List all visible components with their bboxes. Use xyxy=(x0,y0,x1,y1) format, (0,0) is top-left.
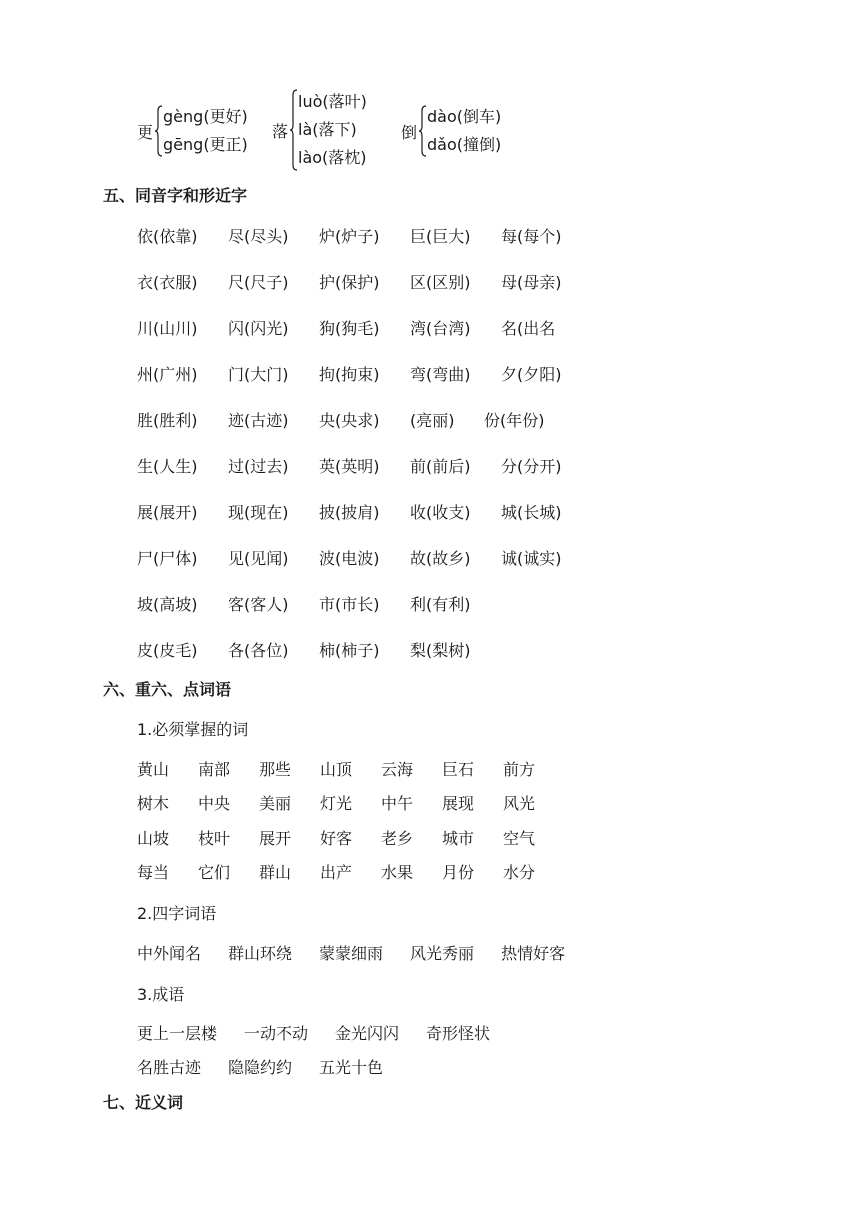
vocab-word: 中午 xyxy=(381,794,414,813)
polyphone-reading: dǎo(撞倒) xyxy=(427,135,502,154)
section-5-row xyxy=(137,316,592,339)
word-pair: 每(每个) xyxy=(501,227,562,246)
word-pair: 州(广州) xyxy=(137,365,198,384)
vocab-word: 水果 xyxy=(381,863,414,882)
four-char-row xyxy=(137,941,592,964)
vocab-word: 城市 xyxy=(442,829,475,848)
word-pair: 现(现在) xyxy=(228,503,289,522)
idiom: 五光十色 xyxy=(319,1058,384,1077)
word-pair: 故(故乡) xyxy=(410,549,471,568)
word-pair: 份(年份) xyxy=(484,411,545,430)
polyphone-geng xyxy=(137,103,248,159)
four-char-word: 中外闻名 xyxy=(137,944,202,963)
polyphone-reading: gēng(更正) xyxy=(163,135,248,154)
brace-icon xyxy=(290,89,298,171)
word-pair: 过(过去) xyxy=(228,457,289,476)
vocab-word: 展现 xyxy=(442,794,475,813)
vocab-word: 山顶 xyxy=(320,760,353,779)
word-pair: 川(山川) xyxy=(137,319,198,338)
vocab-word: 水分 xyxy=(503,863,536,882)
vocab-word: 好客 xyxy=(320,829,353,848)
word-pair: 狗(狗毛) xyxy=(319,319,380,338)
vocab-word: 树木 xyxy=(137,794,170,813)
idiom-row xyxy=(137,1055,410,1078)
word-pair: 利(有利) xyxy=(410,595,471,614)
vocab-row xyxy=(137,791,564,814)
section-5-row xyxy=(137,546,592,569)
idiom: 一动不动 xyxy=(244,1024,309,1043)
section-5-row xyxy=(137,592,501,615)
vocab-word: 月份 xyxy=(442,863,475,882)
word-pair: 波(电波) xyxy=(319,549,380,568)
word-pair: 名(出名 xyxy=(501,319,556,338)
four-char-word: 群山环绕 xyxy=(228,944,293,963)
vocab-word: 空气 xyxy=(503,829,536,848)
polyphone-reading: luò(落叶) xyxy=(298,92,367,111)
word-pair: (亮丽) xyxy=(410,411,455,430)
word-pair: 巨(巨大) xyxy=(410,227,471,246)
polyphone-reading: dào(倒车) xyxy=(427,107,502,126)
vocab-word: 老乡 xyxy=(381,829,414,848)
vocab-word: 枝叶 xyxy=(198,829,231,848)
idiom: 隐隐约约 xyxy=(228,1058,293,1077)
vocab-row xyxy=(137,757,564,780)
word-pair: 迹(古迹) xyxy=(228,411,289,430)
section-6-heading: 六、重六、点词语 xyxy=(103,680,232,699)
section-5-row xyxy=(137,270,592,293)
vocab-word: 出产 xyxy=(320,863,353,882)
word-pair: 收(收支) xyxy=(410,503,471,522)
idiom: 更上一层楼 xyxy=(137,1024,218,1043)
word-pair: 闪(闪光) xyxy=(228,319,289,338)
vocab-word: 山坡 xyxy=(137,829,170,848)
word-pair: 尽(尽头) xyxy=(228,227,289,246)
word-pair: 门(大门) xyxy=(228,365,289,384)
section-5-row xyxy=(137,454,592,477)
word-pair: 拘(拘束) xyxy=(319,365,380,384)
vocab-row xyxy=(137,826,564,849)
polyphone-char: 倒 xyxy=(401,122,418,142)
polyphone-char: 落 xyxy=(272,121,289,141)
word-pair: 市(市长) xyxy=(319,595,380,614)
word-pair: 夕(夕阳) xyxy=(501,365,562,384)
word-pair: 生(人生) xyxy=(137,457,198,476)
polyphone-char: 更 xyxy=(137,122,154,142)
four-char-word: 蒙蒙细雨 xyxy=(319,944,384,963)
word-pair: 尺(尺子) xyxy=(228,273,289,292)
section-5-heading: 五、同音字和形近字 xyxy=(103,186,248,205)
vocab-word: 前方 xyxy=(503,760,536,779)
section-5-row xyxy=(137,362,592,385)
word-pair: 见(见闻) xyxy=(228,549,289,568)
word-pair: 诚(诚实) xyxy=(501,549,562,568)
word-pair: 梨(梨树) xyxy=(410,641,471,660)
idiom-row xyxy=(137,1021,517,1044)
word-pair: 皮(皮毛) xyxy=(137,641,198,660)
polyphone-luo xyxy=(272,88,367,172)
section-5-row xyxy=(137,408,575,431)
word-pair: 柿(柿子) xyxy=(319,641,380,660)
polyphone-reading: lào(落枕) xyxy=(298,148,367,167)
subsection-2-label: 2.四字词语 xyxy=(137,904,217,923)
word-pair: 分(分开) xyxy=(501,457,562,476)
vocab-word: 中央 xyxy=(198,794,231,813)
word-pair: 尸(尸体) xyxy=(137,549,198,568)
word-pair: 央(央求) xyxy=(319,411,380,430)
word-pair: 披(披肩) xyxy=(319,503,380,522)
idiom: 名胜古迹 xyxy=(137,1058,202,1077)
idiom: 奇形怪状 xyxy=(426,1024,491,1043)
section-7-heading: 七、近义词 xyxy=(103,1093,184,1112)
word-pair: 护(保护) xyxy=(319,273,380,292)
brace-icon xyxy=(419,105,427,157)
word-pair: 客(客人) xyxy=(228,595,289,614)
section-5-row xyxy=(137,638,501,661)
polyphone-reading: gèng(更好) xyxy=(163,107,248,126)
vocab-word: 巨石 xyxy=(442,760,475,779)
vocab-word: 南部 xyxy=(198,760,231,779)
word-pair: 坡(高坡) xyxy=(137,595,198,614)
section-5-row xyxy=(137,224,592,247)
vocab-row xyxy=(137,860,564,883)
word-pair: 弯(弯曲) xyxy=(410,365,471,384)
idiom: 金光闪闪 xyxy=(335,1024,400,1043)
subsection-3-label: 3.成语 xyxy=(137,985,185,1004)
word-pair: 湾(台湾) xyxy=(410,319,471,338)
word-pair: 区(区别) xyxy=(410,273,471,292)
word-pair: 各(各位) xyxy=(228,641,289,660)
vocab-word: 灯光 xyxy=(320,794,353,813)
vocab-word: 群山 xyxy=(259,863,292,882)
word-pair: 城(长城) xyxy=(501,503,562,522)
subsection-1-label: 1.必须掌握的词 xyxy=(137,720,249,739)
word-pair: 英(英明) xyxy=(319,457,380,476)
vocab-word: 每当 xyxy=(137,863,170,882)
polyphone-dao xyxy=(401,103,501,159)
four-char-word: 热情好客 xyxy=(501,944,566,963)
vocab-word: 美丽 xyxy=(259,794,292,813)
vocab-word: 风光 xyxy=(503,794,536,813)
vocab-word: 它们 xyxy=(198,863,231,882)
four-char-word: 风光秀丽 xyxy=(410,944,475,963)
polyphone-reading: là(落下) xyxy=(298,120,357,139)
word-pair: 前(前后) xyxy=(410,457,471,476)
word-pair: 胜(胜利) xyxy=(137,411,198,430)
word-pair: 衣(衣服) xyxy=(137,273,198,292)
section-5-row xyxy=(137,500,592,523)
word-pair: 依(依靠) xyxy=(137,227,198,246)
vocab-word: 云海 xyxy=(381,760,414,779)
word-pair: 展(展开) xyxy=(137,503,198,522)
vocab-word: 展开 xyxy=(259,829,292,848)
vocab-word: 黄山 xyxy=(137,760,170,779)
vocab-word: 那些 xyxy=(259,760,292,779)
word-pair: 炉(炉子) xyxy=(319,227,380,246)
brace-icon xyxy=(155,105,163,157)
word-pair: 母(母亲) xyxy=(501,273,562,292)
